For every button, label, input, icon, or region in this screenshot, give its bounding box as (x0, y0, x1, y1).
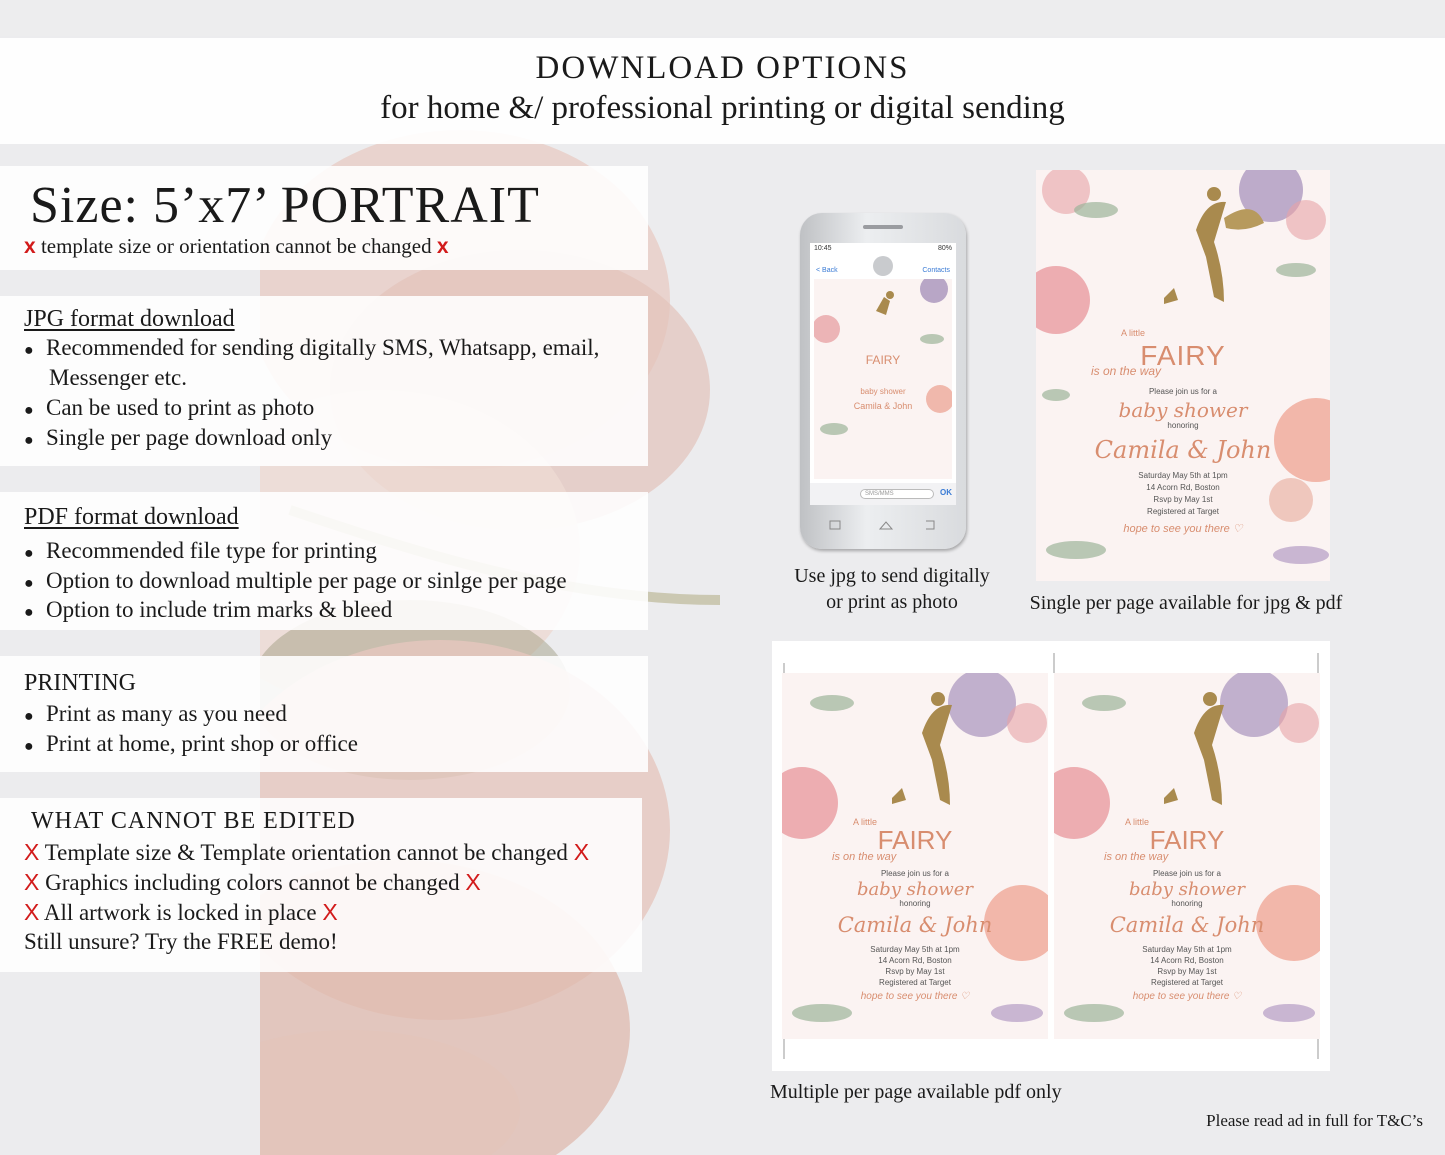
status-bar: 10:45 80% (814, 245, 952, 252)
bullet-icon: ● (24, 708, 34, 725)
multiple-per-page-sheet (772, 641, 1330, 1071)
multiple-caption: Multiple per page available pdf only (770, 1081, 1062, 1103)
avatar (873, 256, 893, 276)
single-caption: Single per page available for jpg & pdf (1029, 592, 1343, 614)
bullet-icon: ● (24, 432, 34, 449)
top-strip (0, 0, 1445, 36)
back-link[interactable]: < Back (816, 267, 838, 274)
page-title: DOWNLOAD OPTIONS (535, 50, 910, 86)
list-item: X All artwork is locked in place X (24, 899, 338, 925)
floral-decoration (1036, 170, 1330, 581)
phone-screen (810, 243, 956, 505)
phone-speaker (863, 225, 903, 229)
list-item: ● Single per page download only (24, 423, 332, 456)
message-input[interactable]: SMS/MMS (860, 489, 934, 499)
x-mark-icon: X (573, 839, 590, 865)
list-item: ● Option to include trim marks & bleed (24, 595, 392, 628)
jpg-title: JPG format download (24, 306, 235, 332)
message-input-bar (810, 483, 956, 505)
background-flower-image (260, 130, 730, 1155)
x-mark-icon: X (322, 899, 338, 925)
list-item: ● Print at home, print shop or office (24, 729, 358, 762)
list-item: X Template size & Template orientation cannot be changed X (24, 839, 590, 865)
list-item: ● Recommended for sending digitally SMS, Whatsapp, email, (24, 333, 599, 366)
phone-invite-card: FAIRY baby shower Camila & John (814, 279, 952, 479)
list-item: ● Option to download multiple per page or sinlge per page (24, 566, 567, 599)
list-item: ● Can be used to print as photo (24, 393, 314, 426)
pdf-title: PDF format download (24, 504, 239, 530)
phone-home-bar (810, 509, 956, 539)
send-button[interactable]: OK (940, 488, 952, 497)
floral-decoration (814, 279, 952, 479)
bullet-icon: ● (24, 604, 34, 621)
closing-line: Still unsure? Try the FREE demo! (24, 929, 338, 954)
message-header (810, 255, 956, 277)
x-mark-icon: X (465, 869, 481, 895)
bullet-icon: ● (24, 545, 34, 562)
single-invite-card: A little FAIRY is on the way Please join us for a baby shower honoring Camila & John Saturday May 5th at 1pm 14 Acorn Rd, Boston Rsvp by May 1st Registered at Target hope to see you there ♡ (1036, 170, 1330, 581)
list-item: ● Recommended file type for printing (24, 536, 377, 569)
fine-print: Please read ad in full for T&C’s (1206, 1111, 1423, 1130)
bullet-icon: ● (24, 738, 34, 755)
phone-mockup (800, 213, 966, 549)
size-panel (0, 166, 648, 270)
page-subtitle: for home &/ professional printing or digital sending (380, 90, 1065, 126)
x-mark-icon: X (24, 839, 40, 865)
cannot-edit-title: WHAT CANNOT BE EDITED (31, 808, 356, 834)
x-mark-icon: X (24, 899, 40, 925)
header-banner (0, 38, 1445, 144)
bullet-icon: ● (24, 402, 34, 419)
pdf-panel (0, 492, 648, 630)
bullet-icon: ● (24, 342, 34, 359)
printing-title: PRINTING (24, 670, 136, 696)
phone-caption: Use jpg to send digitally or print as photo (794, 565, 990, 613)
x-mark-icon: X (24, 869, 40, 895)
invite-card-right: A little FAIRY is on the way Please join us for a baby shower honoring Camila & John Saturday May 5th at 1pm 14 Acorn Rd, Boston Rsvp by May 1st Registered at Target hope to see you there ♡ (1054, 673, 1320, 1039)
x-mark-icon: x (24, 235, 36, 258)
list-item: X Graphics including colors cannot be changed X (24, 869, 481, 895)
cannot-edit-panel (0, 798, 642, 972)
bullet-icon: ● (24, 575, 34, 592)
size-note (24, 234, 449, 259)
invite-card-left: A little FAIRY is on the way Please join us for a baby shower honoring Camila & John Saturday May 5th at 1pm 14 Acorn Rd, Boston Rsvp by May 1st Registered at Target hope to see you there ♡ (782, 673, 1048, 1039)
size-note-text: template size or orientation cannot be changed (40, 234, 432, 258)
contacts-link[interactable]: Contacts (922, 267, 950, 274)
list-item: Messenger etc. (49, 365, 187, 390)
jpg-panel (0, 296, 648, 466)
x-mark-icon: x (436, 235, 449, 258)
list-item: ● Print as many as you need (24, 699, 287, 732)
size-title: Size: 5’x7’ PORTRAIT (30, 177, 540, 234)
printing-panel (0, 656, 648, 772)
